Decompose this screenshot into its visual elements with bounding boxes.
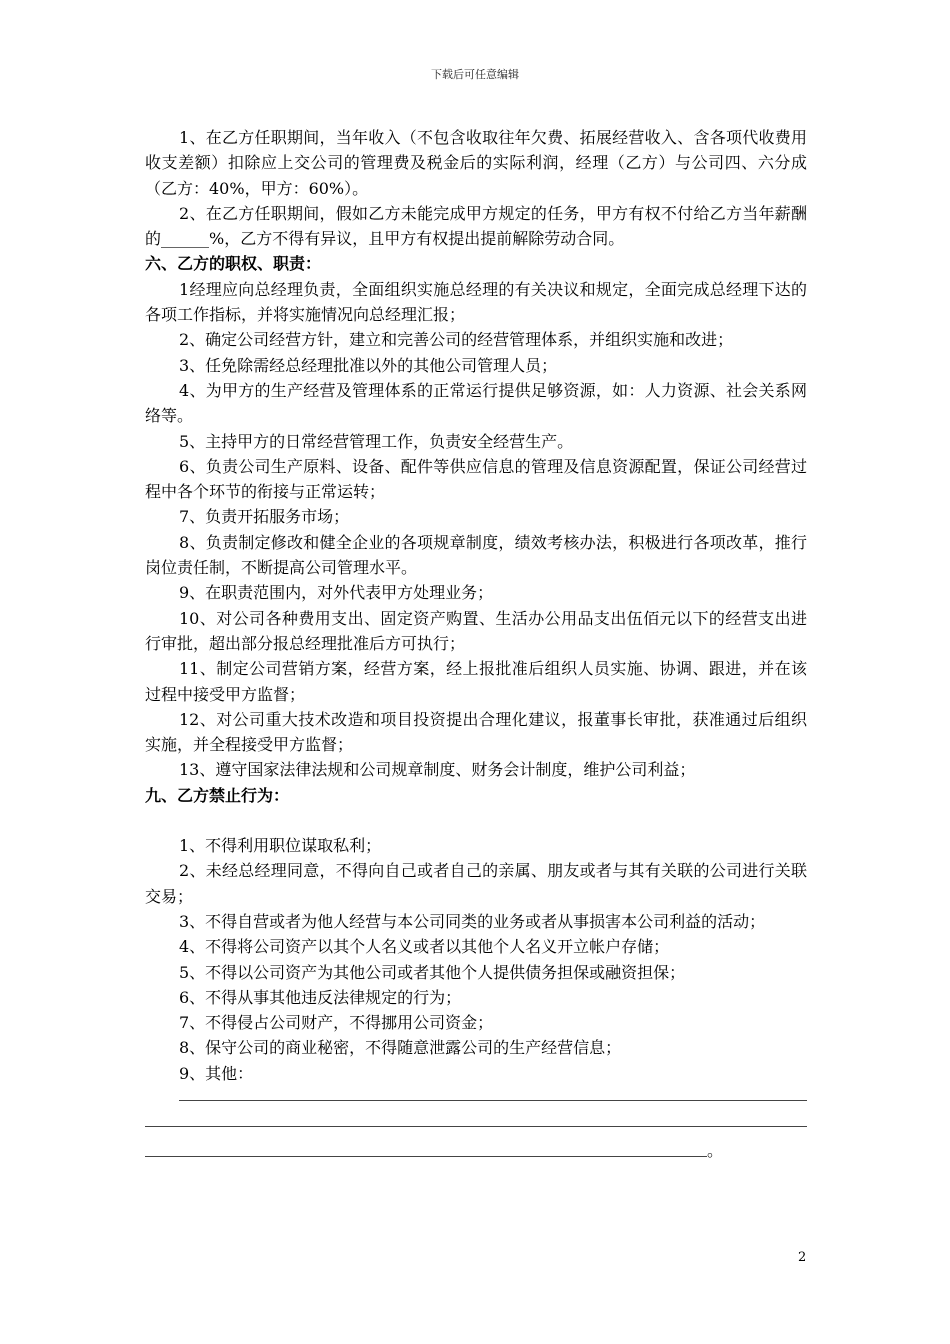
fill-in-line-2 (145, 1112, 807, 1127)
prohibition-item-1: 1、不得利用职位谋取私利； (179, 836, 382, 856)
page-number: 2 (798, 1250, 807, 1265)
duty-item-10: 10、对公司各种费用支出、固定资产购置、生活办公用品支出伍佰元以下的经营支出进行审批，超出部分报总经理批准后方可执行； (145, 608, 807, 653)
section-heading-duties: 六、乙方的职权、职责： (145, 254, 322, 274)
blank-line (145, 808, 807, 833)
duty-item-3: 3、任免除需经总经理批准以外的其他公司管理人员； (179, 355, 558, 375)
prohibition-item-2: 2、未经总经理同意，不得向自己或者自己的亲属、朋友或者与其有关联的公司进行关联交易； (145, 861, 807, 906)
duty-item-2: 2、确定公司经营方针，建立和完善公司的经营管理体系，并组织实施和改进； (179, 330, 734, 350)
duty-item-5: 5、主持甲方的日常经营管理工作，负责安全经营生产。 (179, 431, 574, 451)
duty-item-8: 8、负责制定修改和健全企业的各项规章制度，绩效考核办法，积极进行各项改革，推行岗位责任制，不断提高公司管理水平。 (145, 532, 807, 578)
prohibition-item-7: 7、不得侵占公司财产，不得挪用公司资金； (179, 1013, 494, 1033)
prohibition-item-3: 3、不得自营或者为他人经营与本公司同类的业务或者从事损害本公司利益的活动； (179, 911, 766, 931)
prohibition-item-5: 5、不得以公司资产为其他公司或者其他个人提供债务担保或融资担保； (179, 962, 686, 982)
fill-in-line-3 (145, 1138, 807, 1163)
fill-in-line-1 (179, 1086, 807, 1101)
duty-item-13: 13、遵守国家法律法规和公司规章制度、财务会计制度，维护公司利益； (179, 760, 696, 780)
prohibition-item-4: 4、不得将公司资产以其个人名义或者以其他个人名义开立帐户存储； (179, 937, 670, 957)
prohibition-item-6: 6、不得从事其他违反法律规定的行为； (179, 987, 462, 1007)
fill-in-rule (145, 1146, 707, 1157)
page-header: 下载后可任意编辑 (431, 68, 519, 81)
duty-item-7: 7、负责开拓服务市场； (179, 507, 350, 527)
duty-item-6: 6、负责公司生产原料、设备、配件等供应信息的管理及信息资源配置，保证公司经营过程中各个环节的衔接与正常运转； (145, 456, 807, 502)
end-mark: 。 (707, 1140, 724, 1160)
duty-item-4: 4、为甲方的生产经营及管理体系的正常运行提供足够资源，如：人力资源、社会关系网络等。 (145, 380, 807, 426)
duty-item-12: 12、对公司重大技术改造和项目投资提出合理化建议，报董事长审批，获准通过后组织实施，并全程接受甲方监督； (145, 709, 807, 755)
duty-item-9: 9、在职责范围内，对外代表甲方处理业务； (179, 583, 494, 603)
prohibition-item-8: 8、保守公司的商业秘密，不得随意泄露公司的生产经营信息； (179, 1038, 622, 1058)
document-body (145, 125, 807, 1163)
prohibition-item-9: 9、其他： (179, 1063, 254, 1083)
clause-5-2: 2、在乙方任职期间，假如乙方未能完成甲方规定的任务，甲方有权不付给乙方当年薪酬的______%，乙方不得有异议，且甲方有权提出提前解除劳动合同。 (145, 203, 807, 249)
section-heading-prohibitions: 九、乙方禁止行为： (145, 785, 290, 805)
duty-item-1: 1经理应向总经理负责，全面组织实施总经理的有关决议和规定，全面完成总经理下达的各项工作指标，并将实施情况向总经理汇报； (145, 279, 807, 325)
duty-item-11: 11、制定公司营销方案，经营方案，经上报批准后组织人员实施、协调、跟进，并在该过程中接受甲方监督； (145, 659, 807, 704)
clause-5-1: 1、在乙方任职期间，当年收入（不包含收取往年欠费、拓展经营收入、含各项代收费用收支差额）扣除应上交公司的管理费及税金后的实际利润，经理（乙方）与公司四、六分成（乙方：40%，甲方：60%）。 (145, 128, 807, 198)
